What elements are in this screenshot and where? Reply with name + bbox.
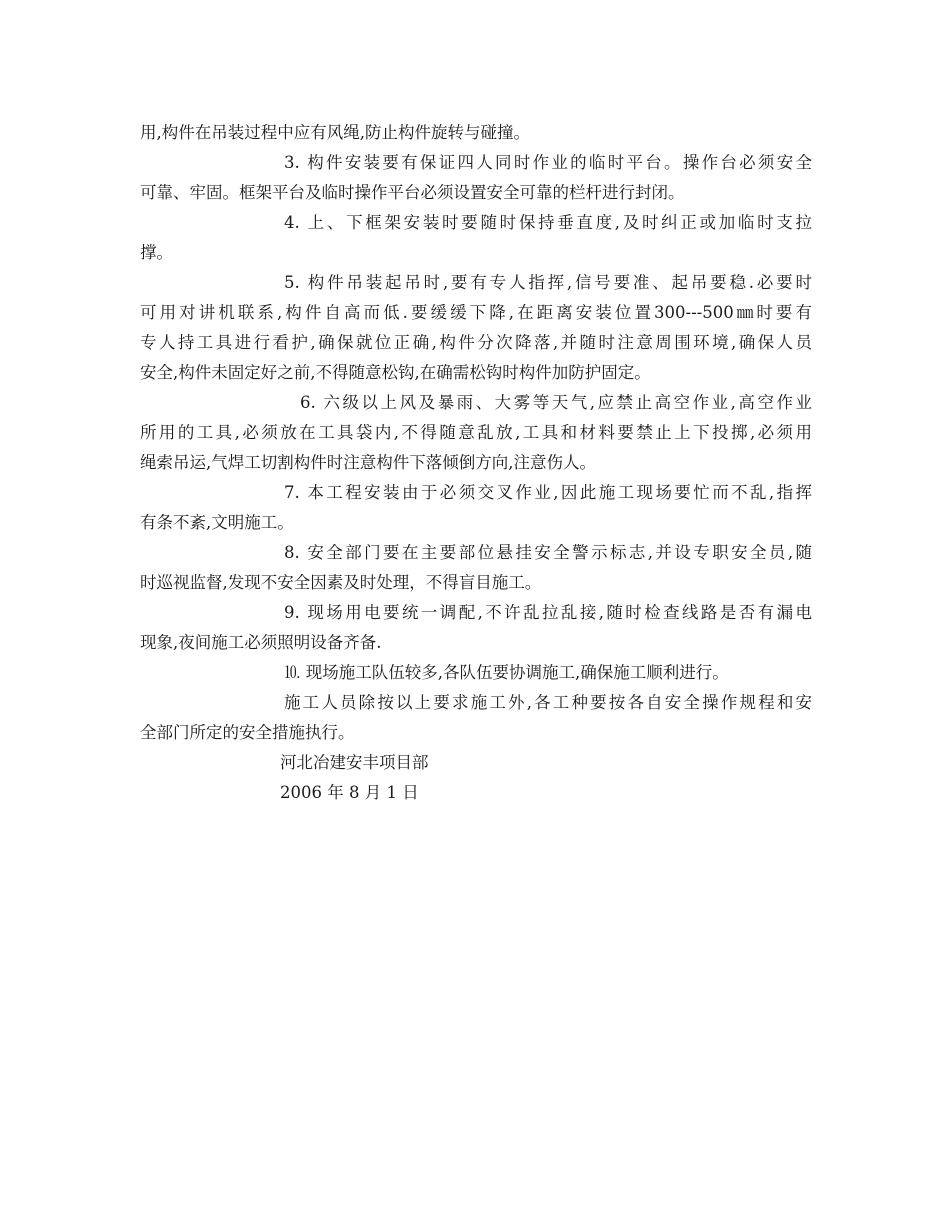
closing-line-1: 施工人员除按以上要求施工外,各工种要按各自安全操作规程和安 [284,693,812,712]
item-10-line-1: ⒑ 现场施工队伍较多,各队伍要协调施工,确保施工顺利进行。 [284,663,729,682]
item-4-line-2: 撑。 [140,243,173,262]
item-5-line-2: 可用对讲机联系,构件自高而低.要缓缓下降,在距离安装位置300---500㎜时要有 [140,303,812,322]
document-body [140,118,812,808]
closing-line-2: 全部门所定的安全措施执行。 [140,723,355,742]
item-3-line-1: 3. 构件安装要有保证四人同时作业的临时平台。操作台必须安全 [284,153,812,172]
item-6-line-1: 6. 六级以上风及暴雨、大雾等天气,应禁止高空作业,高空作业 [300,393,812,412]
item-4-line-1: 4. 上、下框架安装时要随时保持垂直度,及时纠正或加临时支拉 [284,213,812,232]
item-7-line-1: 7. 本工程安装由于必须交叉作业,因此施工现场要忙而不乱,指挥 [284,483,812,502]
item-7-line-2: 有条不紊,文明施工。 [140,513,294,532]
item-9-line-2: 现象,夜间施工必须照明设备齐备. [140,633,382,652]
item-5-line-4: 安全,构件未固定好之前,不得随意松钩,在确需松钩时构件加防护固定。 [140,363,651,382]
item-5-line-3: 专人持工具进行看护,确保就位正确,构件分次降落,并随时注意周围环境,确保人员 [140,333,812,352]
paragraph-line: 用,构件在吊装过程中应有风绳,防止构件旋转与碰撞。 [140,123,530,142]
signature-org: 河北冶建安丰项目部 [280,753,429,772]
item-6-line-2: 所用的工具,必须放在工具袋内,不得随意乱放,工具和材料要禁止上下投掷,必须用 [140,423,812,442]
item-3-line-2: 可靠、牢固。框架平台及临时操作平台必须设置安全可靠的栏杆进行封闭。 [140,183,685,202]
item-6-line-3: 绳索吊运,气焊工切割构件时注意构件下落倾倒方向,注意伤人。 [140,453,596,472]
item-9-line-1: 9. 现场用电要统一调配,不许乱拉乱接,随时检查线路是否有漏电 [284,603,812,622]
item-5-line-1: 5. 构件吊装起吊时,要有专人指挥,信号要准、起吊要稳.必要时 [284,273,812,292]
item-8-line-1: 8. 安全部门要在主要部位悬挂安全警示标志,并设专职安全员,随 [284,543,812,562]
signature-date: 2006 年 8 月 1 日 [280,783,419,802]
item-8-line-2: 时巡视监督,发现不安全因素及时处理，不得盲目施工。 [140,573,542,592]
